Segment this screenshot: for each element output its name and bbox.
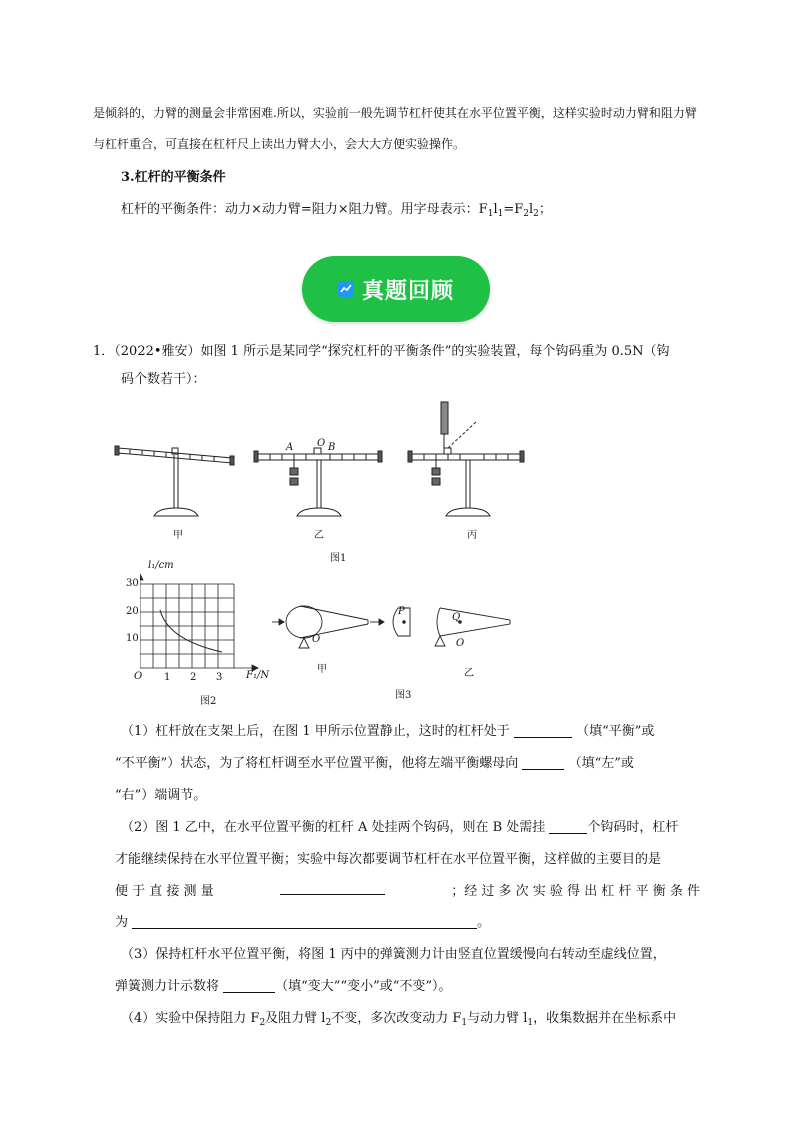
part3-text-c: （填“变大”“变小”或“不变”）。	[275, 979, 452, 994]
part2-blank-3[interactable]	[132, 914, 477, 929]
balance-condition-text: 杠杆的平衡条件：动力×动力臂=阻力×阻力臂。用字母表示：$F_1l_1=F_2l_2$；	[121, 202, 552, 219]
fig1-label-bing: 丙	[467, 530, 477, 541]
fig1-label-yi: 乙	[314, 530, 324, 541]
figure-1	[110, 398, 530, 518]
fig3-point-o-yi: O	[456, 638, 465, 649]
fig1-point-o: O	[317, 438, 326, 449]
lever-jia	[115, 446, 234, 516]
part1-text-a: （1）杠杆放在支架上后，在图 1 甲所示位置静止，这时的杠杆处于	[121, 724, 510, 739]
lever-bing	[408, 402, 524, 516]
part3-line-1: （3）保持杠杆水平位置平衡，将图 1 丙中的弹簧测力计由竖直位置缓慢向右转动至虚线位置，	[121, 947, 666, 962]
fig2-y-tick-20: 20	[126, 606, 139, 617]
balance-condition-prefix: 杠杆的平衡条件：动力×动力臂=阻力×阻力臂。用字母表示：F	[121, 202, 488, 217]
fig3-point-o-jia: O	[312, 634, 321, 645]
part1-line-1	[121, 720, 654, 739]
fig2-caption: 图2	[200, 696, 217, 707]
question-stem-line-1	[93, 340, 670, 359]
fig1-point-b: B	[328, 442, 336, 453]
part1-text-c: “不平衡”）状态，为了将杠杆调至水平位置平衡，他将左端平衡螺母向	[115, 756, 519, 771]
part4-line-1: （4）实验中保持阻力 $F_2$及阻力臂 $l_2$不变，多次改变动力 $F_1$与动力臂 $l_1$，收集数据并在坐标系中	[121, 1011, 677, 1028]
part2-blank-2[interactable]	[280, 880, 385, 895]
intro-line-2: 与杠杆重合，可直接在杠杆尺上读出力臂大小，会大大方便实验操作。	[93, 137, 466, 151]
fig3-caption: 图3	[395, 690, 412, 701]
question-stem-line-2: 码个数若干）：	[121, 372, 206, 387]
part2-line-1	[121, 816, 678, 835]
fig3-point-q: Q	[452, 612, 461, 623]
banner-title: 真题回顾	[361, 278, 454, 304]
part4-text-a: （4）实验中保持阻力 F	[121, 1011, 260, 1026]
part1-blank-1[interactable]	[514, 723, 572, 738]
part2-text-f: 为	[115, 915, 129, 930]
fig2-x-tick-2: 2	[190, 672, 197, 683]
fig2-origin: O	[134, 671, 143, 682]
part4-text-b: 及阻力臂 l	[265, 1011, 326, 1026]
fig3-point-p: P	[398, 606, 405, 617]
part1-line-3: “右”）端调节。	[115, 788, 207, 803]
part2-text-g: 。	[477, 915, 491, 930]
figure-2	[140, 570, 270, 680]
part3-blank[interactable]	[223, 978, 275, 993]
question-stem-text: （2022•雅安）如图 1 所示是某同学“探究杠杆的平衡条件”的实验装置，每个钩码重为 0.5N（钩	[114, 344, 670, 359]
part4-text-c: 不变，多次改变动力 F	[331, 1011, 462, 1026]
part2-text-e: ；经 过 多 次 实 验 得 出 杠 杆 平 衡 条 件	[451, 884, 700, 899]
part3-text-b: 弹簧测力计示数将	[115, 979, 220, 994]
fig2-x-tick-1: 1	[164, 672, 171, 683]
fig2-y-tick-30: 30	[126, 578, 139, 589]
part2-line-3	[115, 880, 700, 899]
part1-text-b: （填“平衡”或	[576, 724, 655, 739]
figure-3	[270, 598, 520, 658]
part2-text-a: （2）图 1 乙中，在水平位置平衡的杠杆 A 处挂两个钩码，则在 B 处需挂	[121, 820, 546, 835]
chart-icon	[338, 281, 354, 297]
part1-line-2	[115, 752, 634, 771]
fig2-x-tick-3: 3	[216, 672, 223, 683]
part2-line-4	[115, 911, 490, 930]
part1-text-d: （填“左”或	[568, 756, 634, 771]
part2-text-b: 个钩码时，杠杆	[587, 820, 679, 835]
question-number: 1．	[93, 344, 115, 359]
part4-text-e: ，收集数据并在坐标系中	[533, 1011, 677, 1026]
fig3-label-yi: 乙	[464, 668, 474, 679]
lever-yi	[254, 448, 382, 516]
part1-blank-2[interactable]	[522, 755, 564, 770]
fig2-x-label: F₁/N	[246, 670, 270, 681]
part2-text-d: 便 于 直 接 测 量	[115, 884, 214, 899]
fig3-label-jia: 甲	[317, 664, 327, 675]
fig1-point-a: A	[286, 442, 294, 453]
fig1-caption: 图1	[330, 553, 347, 564]
part2-line-2: 才能继续保持在水平位置平衡；实验中每次都要调节杠杆在水平位置平衡，这样做的主要目的是	[115, 852, 662, 867]
part3-line-2	[115, 975, 452, 994]
fig2-y-tick-10: 10	[126, 633, 139, 644]
section-heading: 3.杠杆的平衡条件	[121, 170, 226, 185]
review-banner	[302, 256, 490, 322]
part4-text-d: 与动力臂 l	[467, 1011, 528, 1026]
fig2-y-label: l₁/cm	[148, 560, 174, 571]
part2-blank-1[interactable]	[549, 819, 587, 834]
balance-condition-tail: ；	[538, 202, 552, 217]
fig1-label-jia: 甲	[173, 530, 183, 541]
intro-line-1: 是倾斜的，力臂的测量会非常困难.所以，实验前一般先调节杠杆使其在水平位置平衡，这样实验时动力臂和阻力臂	[93, 106, 697, 120]
